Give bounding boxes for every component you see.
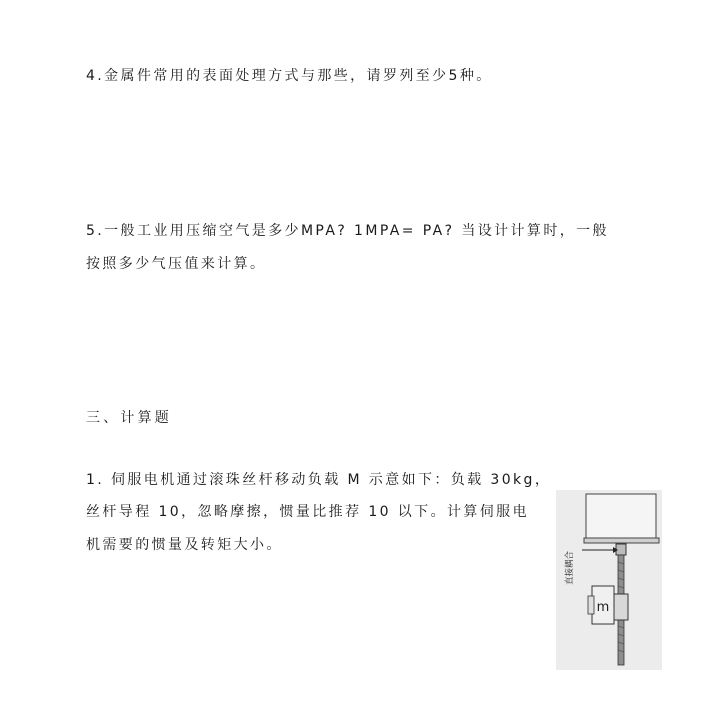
problem-1-line-1: 1. 伺服电机通过滚珠丝杆移动负载 M 示意如下：负载 30kg， xyxy=(86,472,552,488)
motor-box xyxy=(586,494,656,538)
coupling-label: 直接耦合 xyxy=(565,550,575,586)
problem-1-line-2: 丝杆导程 10，忽略摩擦，惯量比推荐 10 以下。计算伺服电 xyxy=(86,504,529,520)
screw-nut xyxy=(614,594,628,620)
question-5-line-1: 5.一般工业用压缩空气是多少MPA? 1MPA= PA? 当设计计算时，一般 xyxy=(86,223,609,239)
servo-ballscrew-diagram xyxy=(556,490,662,670)
mass-label: m xyxy=(596,600,610,615)
question-4: 4.金属件常用的表面处理方式与那些，请罗列至少5种。 xyxy=(86,68,493,84)
coupling xyxy=(616,544,626,555)
question-5-line-2: 按照多少气压值来计算。 xyxy=(86,256,267,272)
mounting-plate xyxy=(584,538,659,543)
problem-1-line-3: 机需要的惯量及转矩大小。 xyxy=(86,537,283,553)
section-heading: 三、计算题 xyxy=(86,410,172,426)
